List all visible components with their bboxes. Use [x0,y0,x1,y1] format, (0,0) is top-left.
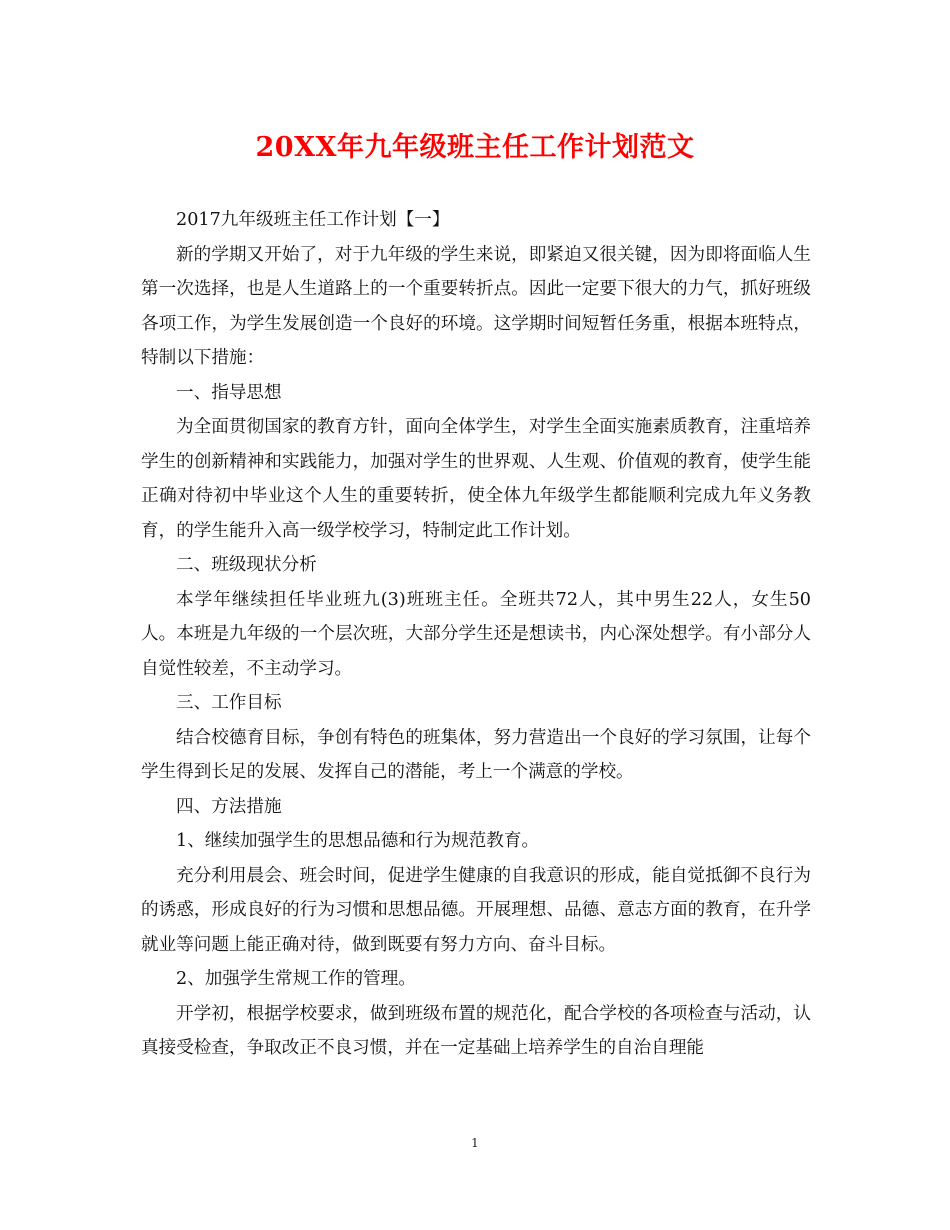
paragraph-plan-heading: 2017九年级班主任工作计划【一】 [176,210,450,230]
section-heading-work-goals: 三、工作目标 [176,693,282,713]
paragraph-class-analysis: 本学年继续担任毕业班九(3)班班主任。全班共72人，其中男生22人，女生50人。本班是九年级的一个层次班，大部分学生还是想读书，内心深处想学。有小部分人自觉性较差，不主动学习。 [141,589,811,679]
paragraph-guiding-thought: 为全面贯彻国家的教育方针，面向全体学生，对学生全面实施素质教育，注重培养学生的创新精神和实践能力，加强对学生的世界观、人生观、价值观的教育，使学生能正确对待初中毕业这个人生的重要转折，使全体九年级学生都能顺利完成九年义务教育，的学生能升入高一级学校学习，特制定此工作计划。 [141,417,811,541]
paragraph-work-goals: 结合校德育目标，争创有特色的班集体，努力营造出一个良好的学习氛围，让每个学生得到长足的发展、发挥自己的潜能，考上一个满意的学校。 [141,727,811,782]
subheading-moral-education: 1、继续加强学生的思想品德和行为规范教育。 [176,831,540,851]
page-number: 1 [471,1136,479,1150]
paragraph-moral-education: 充分利用晨会、班会时间，促进学生健康的自我意识的形成，能自觉抵御不良行为的诱惑，形成良好的行为习惯和思想品德。开展理想、品德、意志方面的教育，在升学就业等问题上能正确对待，做到既要有努力方向、奋斗目标。 [141,865,811,955]
document-body [141,203,811,1066]
section-heading-methods: 四、方法措施 [176,796,282,817]
document-title: 20XX年九年级班主任工作计划范文 [255,132,695,163]
subheading-routine-management: 2、加强学生常规工作的管理。 [176,969,416,989]
paragraph-intro: 新的学期又开始了，对于九年级的学生来说，即紧迫又很关键，因为即将面临人生第一次选择，也是人生道路上的一个重要转折点。因此一定要下很大的力气，抓好班级各项工作，为学生发展创造一个良好的环境。这学期时间短暂任务重，根据本班特点，特制以下措施： [141,244,811,368]
paragraph-routine-management: 开学初，根据学校要求，做到班级布置的规范化，配合学校的各项检查与活动，认真接受检查，争取改正不良习惯，并在一定基础上培养学生的自治自理能 [141,1003,811,1058]
section-heading-guiding-thought: 一、指导思想 [176,382,282,403]
section-heading-class-analysis: 二、班级现状分析 [176,555,317,575]
